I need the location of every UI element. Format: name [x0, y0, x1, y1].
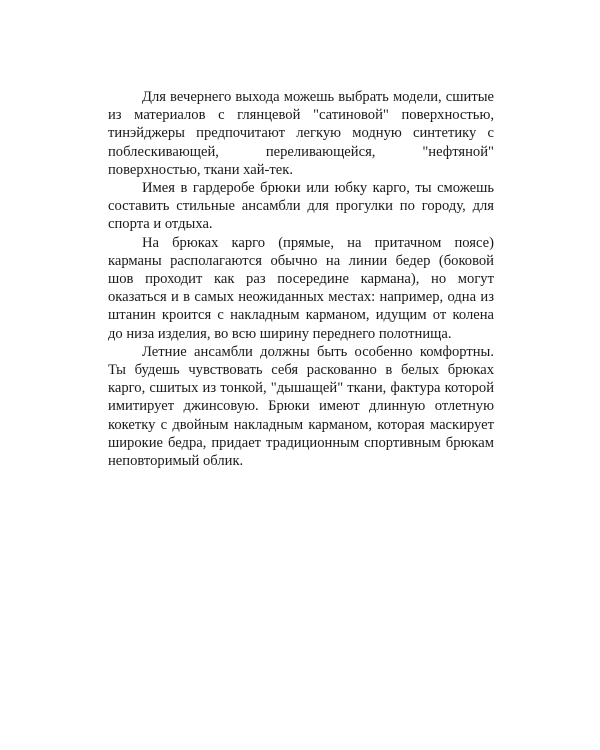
paragraph-summer-ensembles: Летние ансамбли должны быть особенно комфортны. Ты будешь чувствовать себя раскованно в белых брюках карго, сшитых из тонкой, "дышащей" ткани, фактура которой имитирует джинсовую. Брюки имеют длинную отлетную кокетку с двойным накладным карманом, которая маскирует широкие бедра, придает традиционным спортивным брюкам неповторимый облик.: [108, 343, 494, 470]
body-text: [108, 88, 494, 470]
paragraph-cargo-ensembles: Имея в гардеробе брюки или юбку карго, ты сможешь составить стильные ансамбли для прогулки по городу, для спорта и отдыха.: [108, 180, 494, 233]
paragraph-evening-wear: Для вечернего выхода можешь выбрать модели, сшитые из материалов с глянцевой "сатиновой" поверхностью, тинэйджеры предпочитают легкую модную синтетику с поблескивающей, переливающейся, "нефтяной" поверхностью, ткани хай-тек.: [108, 89, 494, 178]
paragraph-cargo-pockets: На брюках карго (прямые, на притачном поясе) карманы располагаются обычно на линии бедер (боковой шов проходит как раз посередине кармана), но могут оказаться и в самых неожиданных местах: например, одна из штанин кроится с накладным карманом, идущим от колена до низа изделия, во всю ширину переднего полотнища.: [108, 234, 494, 342]
